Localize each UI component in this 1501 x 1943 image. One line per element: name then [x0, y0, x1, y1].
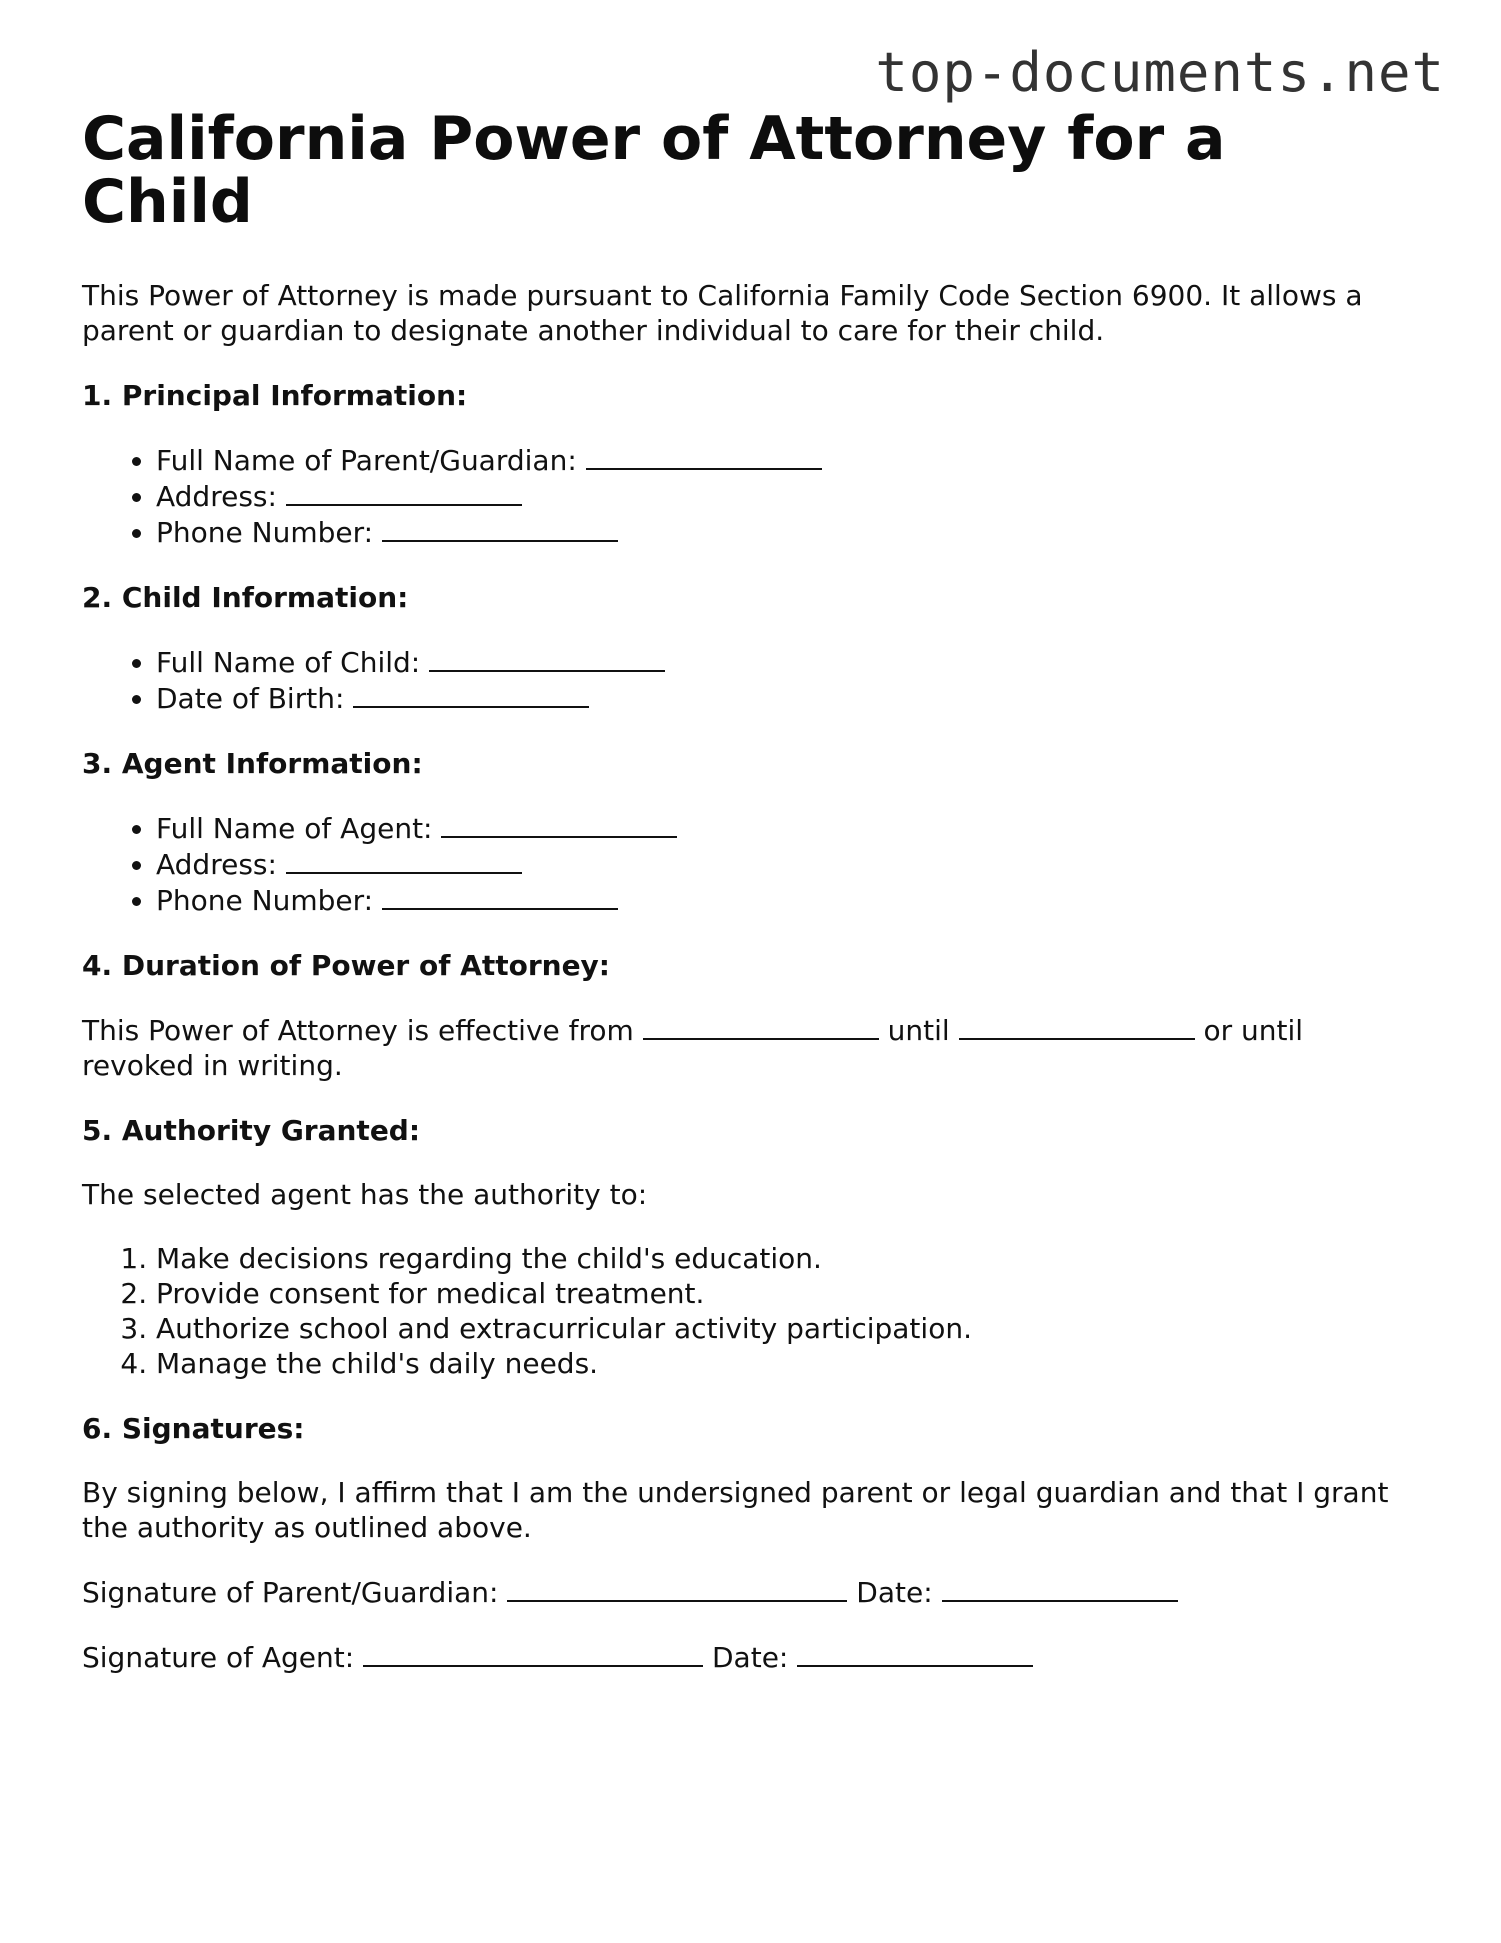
- agent-name-blank[interactable]: [441, 810, 677, 838]
- authority-item: 2. Provide consent for medical treatment.: [156, 1276, 1412, 1311]
- child-heading: 2. Child Information:: [82, 581, 409, 614]
- authority-item: 4. Manage the child's daily needs.: [156, 1346, 1412, 1381]
- agent-date-blank[interactable]: [797, 1639, 1033, 1667]
- intro-paragraph: This Power of Attorney is made pursuant to California Family Code Section 6900. It allows a parent or guardian to designate another individual to care for their child.: [82, 279, 1363, 347]
- agent-heading: 3. Agent Information:: [82, 747, 423, 780]
- document: [82, 104, 1412, 1675]
- parent-date-blank[interactable]: [942, 1574, 1178, 1602]
- parent-signature-line: Signature of Parent/Guardian: Date:: [82, 1574, 1412, 1610]
- agent-phone-field: • Phone Number:: [156, 882, 1412, 918]
- agent-signature-blank[interactable]: [363, 1639, 703, 1667]
- duration-heading: 4. Duration of Power of Attorney:: [82, 949, 611, 982]
- authority-item: 1. Make decisions regarding the child's education.: [156, 1241, 1412, 1276]
- agent-signature-line: Signature of Agent: Date:: [82, 1639, 1412, 1675]
- principal-address-field: • Address:: [156, 478, 1412, 514]
- signatures-statement: By signing below, I affirm that I am the undersigned parent or legal guardian and that I grant the authority as outlined above.: [82, 1476, 1389, 1544]
- principal-phone-field: • Phone Number:: [156, 514, 1412, 550]
- document-title: California Power of Attorney for a Child: [82, 104, 1226, 237]
- authority-item: 3. Authorize school and extracurricular activity participation.: [156, 1311, 1412, 1346]
- agent-phone-blank[interactable]: [382, 882, 618, 910]
- principal-fields: [82, 442, 1412, 550]
- parent-signature-blank[interactable]: [507, 1574, 847, 1602]
- agent-name-field: • Full Name of Agent:: [156, 810, 1412, 846]
- effective-until-blank[interactable]: [959, 1012, 1195, 1040]
- agent-fields: [82, 810, 1412, 918]
- authority-list: [82, 1241, 1412, 1381]
- watermark: top-documents.net: [875, 41, 1445, 104]
- principal-phone-blank[interactable]: [382, 514, 618, 542]
- effective-from-blank[interactable]: [643, 1012, 879, 1040]
- authority-lead: The selected agent has the authority to:: [82, 1178, 648, 1211]
- authority-heading: 5. Authority Granted:: [82, 1114, 421, 1147]
- principal-name-blank[interactable]: [586, 442, 822, 470]
- duration-paragraph: This Power of Attorney is effective from until or until revoked in writing.: [82, 1014, 1304, 1082]
- principal-heading: 1. Principal Information:: [82, 379, 468, 412]
- signatures-heading: 6. Signatures:: [82, 1412, 305, 1445]
- principal-name-field: • Full Name of Parent/Guardian:: [156, 442, 1412, 478]
- agent-address-blank[interactable]: [286, 846, 522, 874]
- principal-address-blank[interactable]: [286, 478, 522, 506]
- child-dob-blank[interactable]: [353, 680, 589, 708]
- child-dob-field: • Date of Birth:: [156, 680, 1412, 716]
- child-name-blank[interactable]: [429, 644, 665, 672]
- agent-address-field: • Address:: [156, 846, 1412, 882]
- child-fields: [82, 644, 1412, 716]
- child-name-field: • Full Name of Child:: [156, 644, 1412, 680]
